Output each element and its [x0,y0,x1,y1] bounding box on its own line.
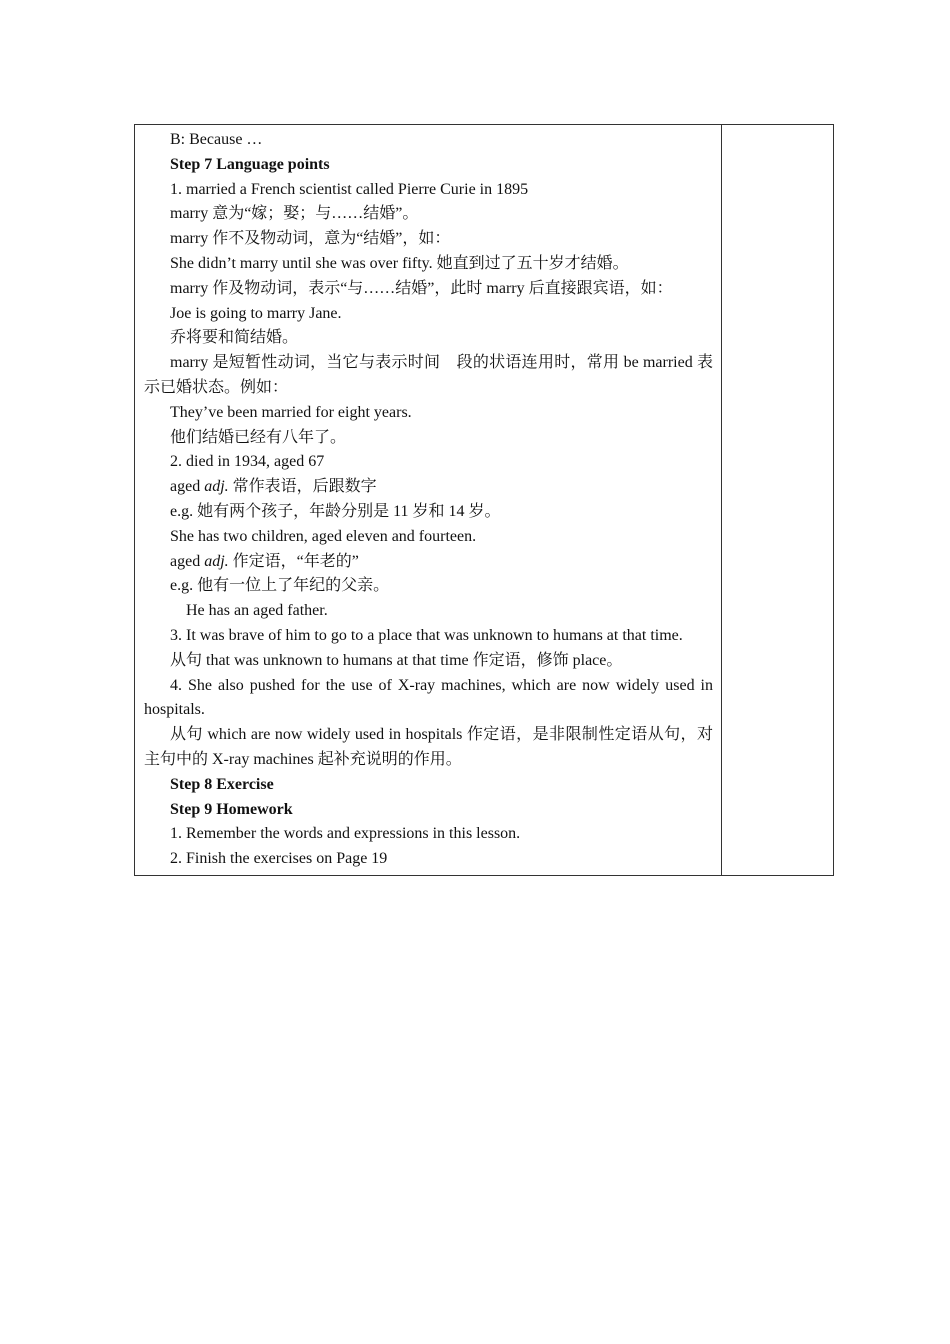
example-sentence: Joe is going to marry Jane. [170,304,342,322]
aged-predicative-note [144,475,713,500]
clause-note: 从句 which are now widely used in hospitals 作定语，是非限制性定语从句，对主句中的 X-ray machines 起补充说明的作用。 [144,726,713,768]
point-3-title: 3. It was brave of him to go to a place that was unknown to humans at that time. [170,626,683,644]
notes-cell [722,125,834,876]
homework-item: 2. Finish the exercises on Page 19 [170,850,388,868]
lesson-plan-table [134,124,834,876]
homework-item: 1. Remember the words and expressions in this lesson. [170,825,521,843]
table-row [135,125,834,876]
step-7-heading: Step 7 Language points [170,155,330,173]
example-sentence: She has two children, aged eleven and fourteen. [170,527,477,545]
example-translation: 他们结婚已经有八年了。 [170,428,347,446]
point-2-title: 2. died in 1934, aged 67 [170,453,325,471]
example-prompt: e.g. 他有一位上了年纪的父亲。 [170,577,390,595]
example-translation: 乔将要和简结婚。 [170,329,299,347]
marry-meaning: marry 意为“嫁；娶；与……结婚”。 [170,205,419,223]
clause-note: 从句 that was unknown to humans at that time 作定语，修饰 place。 [170,651,623,669]
word: aged [170,552,205,570]
point-1-title: 1. married a French scientist called Pierre Curie in 1895 [170,180,529,198]
part-of-speech: adj. [204,478,229,496]
step-8-heading: Step 8 Exercise [170,775,274,793]
step-9-heading: Step 9 Homework [170,800,293,818]
point-4-title: 4. She also pushed for the use of X-ray machines, which are now widely used in hospitals. [144,676,713,719]
note-text: 作定语，“年老的” [228,552,359,570]
aged-attributive-note [144,550,713,575]
part-of-speech: adj. [204,552,229,570]
dialogue-line: B: Because … [170,131,263,148]
marry-durative-note: marry 是短暂性动词，当它与表示时间 段的状语连用时，常用 be married 表示已婚状态。例如： [144,354,713,396]
example-sentence: He has an aged father. [186,602,328,620]
example-sentence: They’ve been married for eight years. [170,403,412,421]
marry-transitive: marry 作及物动词，表示“与……结婚”，此时 marry 后直接跟宾语，如： [170,279,673,297]
example-prompt: e.g. 她有两个孩子，年龄分别是 11 岁和 14 岁。 [170,502,501,520]
marry-intransitive: marry 作不及物动词，意为“结婚”，如： [170,230,451,248]
word: aged [170,478,205,496]
content-cell [135,125,722,876]
note-text: 常作表语，后跟数字 [228,478,377,496]
example-sentence: She didn’t marry until she was over fifty. 她直到过了五十岁才结婚。 [170,254,629,272]
